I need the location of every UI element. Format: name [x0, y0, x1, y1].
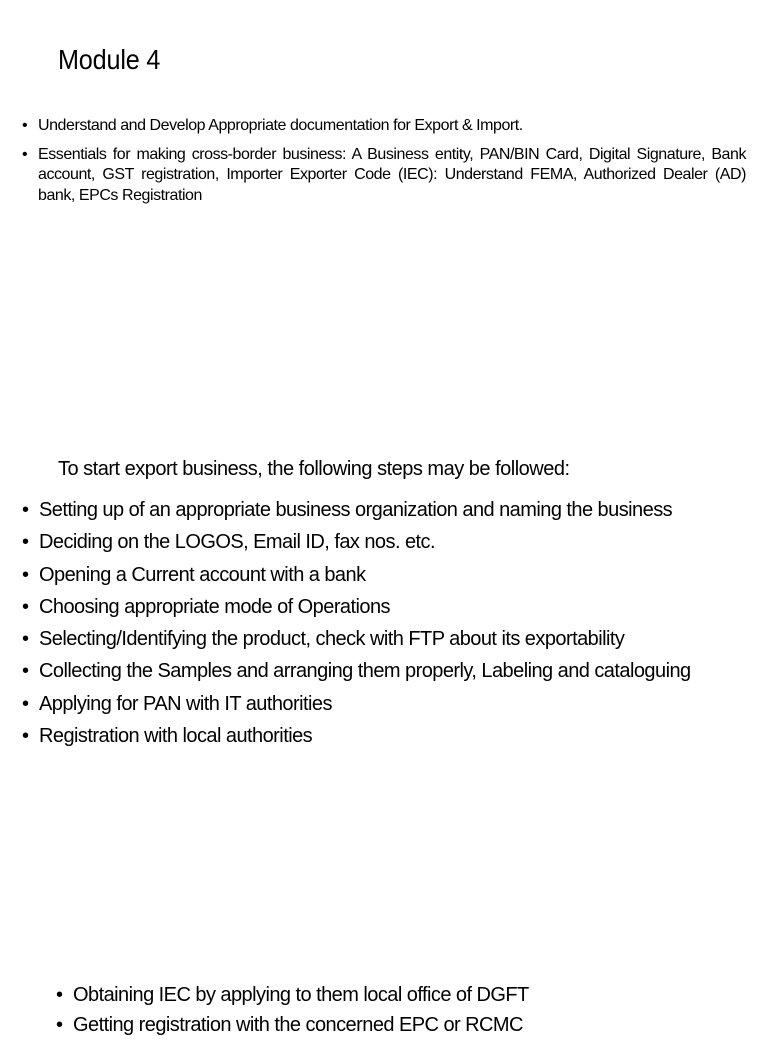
objectives-list: [22, 116, 746, 214]
step-item: • Setting up of an appropriate business organization and naming the business: [22, 494, 752, 526]
further-steps-list: [56, 980, 756, 1040]
steps-intro: To start export business, the following steps may be followed:: [58, 458, 570, 480]
further-step-item: • Obtaining IEC by applying to them local office of DGFT: [56, 980, 756, 1010]
step-item: • Collecting the Samples and arranging them properly, Labeling and cataloguing: [22, 655, 752, 687]
step-item: • Opening a Current account with a bank: [22, 559, 752, 591]
step-item: • Selecting/Identifying the product, check with FTP about its exportability: [22, 623, 752, 655]
page-title: Module 4: [58, 44, 161, 75]
step-item: • Registration with local authorities: [22, 720, 752, 752]
step-item: • Choosing appropriate mode of Operations: [22, 591, 752, 623]
steps-list: [22, 494, 752, 752]
objective-item: • Essentials for making cross-border business: A Business entity, PAN/BIN Card, Digital Signature, Bank account, GST registration, Importer Exporter Code (IEC): Understand FEMA, Authorized Dealer (AD) bank, EPCs Registration: [22, 145, 746, 207]
further-step-item: • Getting registration with the concerned EPC or RCMC: [56, 1010, 756, 1040]
objective-item: • Understand and Develop Appropriate documentation for Export & Import.: [22, 116, 746, 137]
step-item: • Applying for PAN with IT authorities: [22, 688, 752, 720]
step-item: • Deciding on the LOGOS, Email ID, fax nos. etc.: [22, 526, 752, 558]
